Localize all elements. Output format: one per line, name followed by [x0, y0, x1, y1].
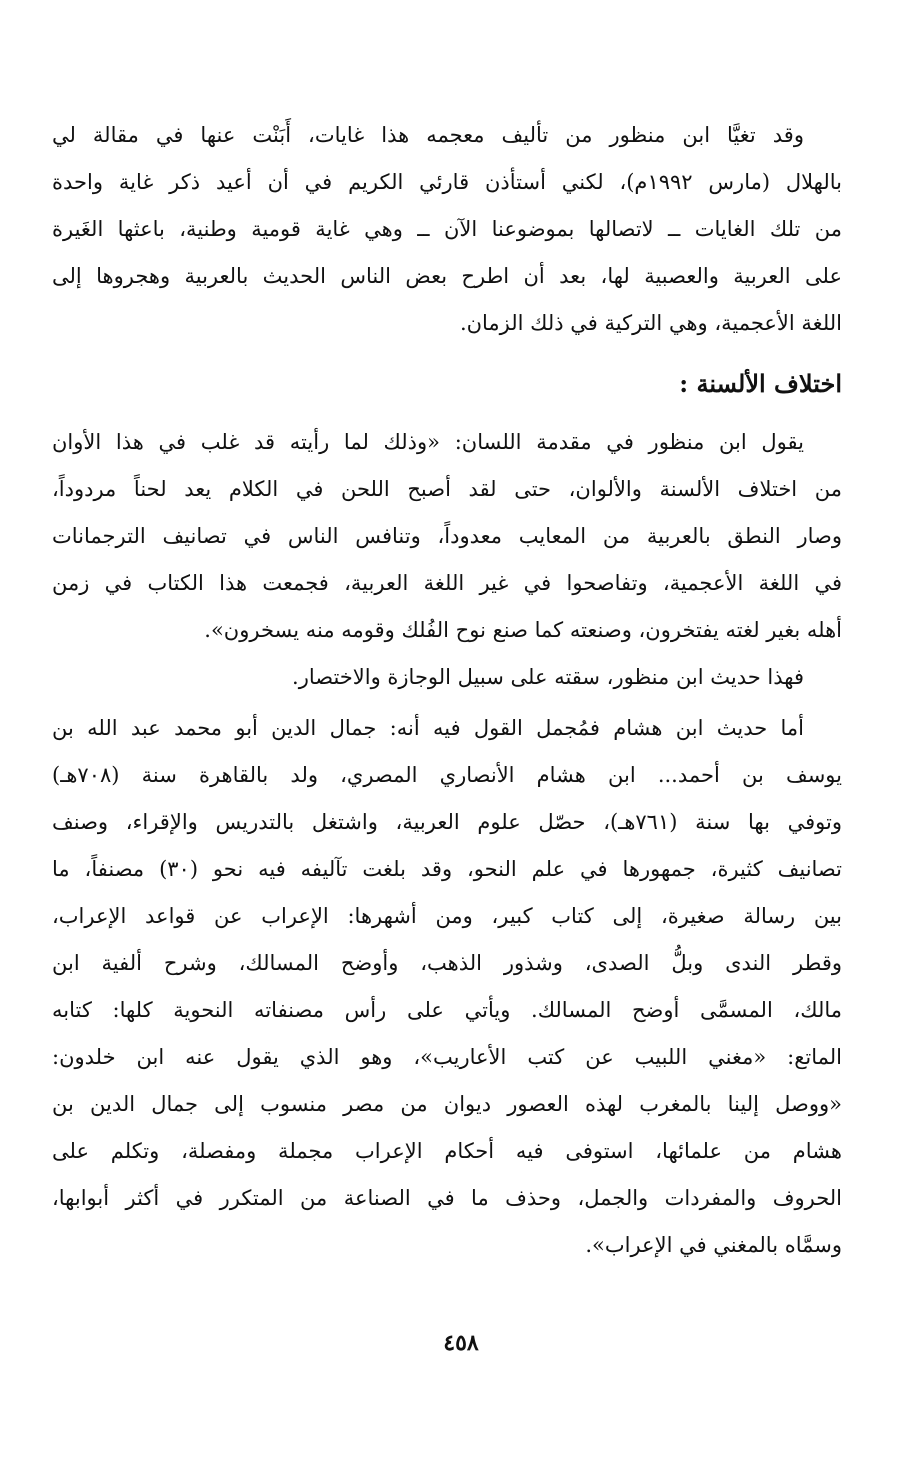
text-line: بالهلال (مارس ١٩٩٢م)، لكني أستأذن قارئي الكريم في أن أعيد ذكر غاية واحدة — [52, 170, 843, 194]
text-line: من اختلاف الألسنة والألوان، حتى لقد أصبح اللحن في الكلام يعد لحناً مردوداً، — [52, 477, 842, 501]
text-line: يوسف بن أحمد... ابن هشام الأنصاري المصري، ولد بالقاهرة سنة (٧٠٨هـ) — [52, 763, 842, 787]
section-heading: اختلاف الألسنة : — [679, 369, 842, 398]
text-line: فهذا حديث ابن منظور، سقته على سبيل الوجازة والاختصار. — [292, 665, 804, 689]
text-line: يقول ابن منظور في مقدمة اللسان: «وذلك لما رأيته قد غلب في هذا الأوان — [52, 430, 804, 454]
text-line: تصانيف كثيرة، جمهورها في علم النحو، وقد بلغت تآليفه فيه نحو (٣٠) مصنفاً، ما — [52, 857, 842, 881]
text-line: في اللغة الأعجمية، وتفاصحوا في غير اللغة العربية، فجمعت هذا الكتاب في زمن — [52, 571, 842, 595]
text-line: الحروف والمفردات والجمل، وحذف ما في الصناعة من المتكرر في أكثر أبوابها، — [52, 1186, 842, 1210]
text-line: وصار النطق بالعربية من المعايب معدوداً، وتنافس الناس في تصانيف الترجمانات — [52, 524, 842, 548]
text-line: «ووصل إلينا بالمغرب لهذه العصور ديوان من مصر منسوب إلى جمال الدين بن — [52, 1092, 842, 1116]
text-line: الماتع: «مغني اللبيب عن كتب الأعاريب»، وهو الذي يقول عنه ابن خلدون: — [52, 1045, 842, 1069]
text-line: هشام من علمائها، استوفى فيه أحكام الإعراب مجملة ومفصلة، وتكلم على — [52, 1139, 842, 1163]
text-line: وقد تغيَّا ابن منظور من تأليف معجمه هذا غايات، أَبَنْت عنها في مقالة لي — [52, 123, 804, 147]
paragraph-3 — [52, 654, 842, 701]
text-line: وقطر الندى وبلُّ الصدى، وشذور الذهب، وأوضح المسالك، وشرح ألفية ابن — [52, 951, 842, 975]
text-line: من تلك الغايات ــ لاتصالها بموضوعنا الآن ــ وهي غاية قومية وطنية، باعثها الغَيرة — [52, 217, 842, 241]
text-line: بين رسالة صغيرة، إلى كتاب كبير، ومن أشهرها: الإعراب عن قواعد الإعراب، — [52, 904, 842, 928]
page-number: ٤٥٨ — [443, 1330, 479, 1356]
text-line: وسمَّاه بالمغني في الإعراب». — [585, 1233, 842, 1257]
text-line: أما حديث ابن هشام فمُجمل القول فيه أنه: جمال الدين أبو محمد عبد الله بن — [52, 716, 804, 740]
page-body — [52, 112, 842, 1269]
text-line: اللغة الأعجمية، وهي التركية في ذلك الزمان. — [459, 311, 842, 335]
paragraph-2 — [52, 419, 842, 654]
paragraph-4 — [52, 705, 842, 1269]
paragraph-1 — [52, 112, 842, 347]
text-line: مالك، المسمَّى أوضح المسالك. ويأتي على رأس مصنفاته النحوية كلها: كتابه — [52, 998, 842, 1022]
text-line: وتوفي بها سنة (٧٦١هـ)، حصّل علوم العربية، واشتغل بالتدريس والإقراء، وصنف — [52, 810, 842, 834]
text-line: على العربية والعصبية لها، بعد أن اطرح بعض الناس الحديث بالعربية وهجروها إلى — [52, 264, 842, 288]
text-line: أهله بغير لغته يفتخرون، وصنعته كما صنع نوح الفُلك وقومه منه يسخرون». — [204, 618, 842, 642]
